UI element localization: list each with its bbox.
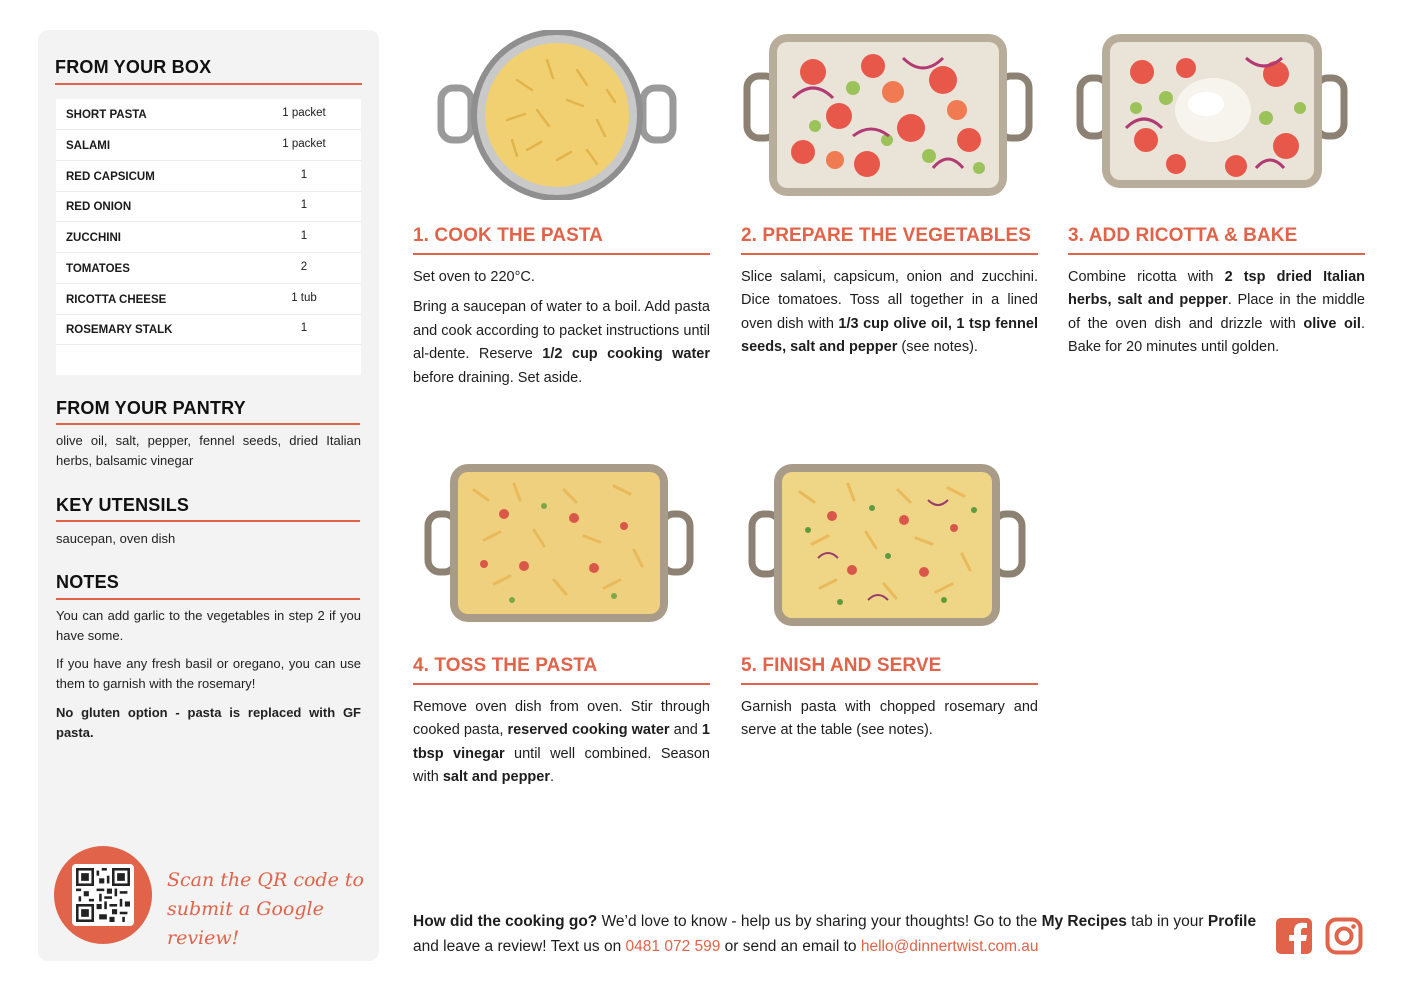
step4-rule bbox=[413, 683, 710, 685]
table-row bbox=[56, 99, 361, 130]
text-span: and leave a review! Text us on bbox=[413, 938, 626, 955]
footer-question: How did the cooking go? bbox=[413, 913, 598, 930]
table-row bbox=[56, 161, 361, 192]
bold-span: olive oil bbox=[1303, 315, 1361, 332]
text-span: We’d love to know - help us by sharing your thoughts! Go to the bbox=[597, 913, 1042, 930]
instagram-icon[interactable] bbox=[1325, 917, 1363, 955]
bold-span: reserved cooking water bbox=[507, 722, 670, 739]
ingredient-name: TOMATOES bbox=[66, 263, 130, 275]
text-span: until well combined. Season with bbox=[413, 745, 710, 786]
pantry-text: olive oil, salt, pepper, fennel seeds, dried Italian herbs, balsamic vinegar bbox=[56, 433, 361, 468]
utensils-text: saucepan, oven dish bbox=[56, 531, 176, 546]
step1-photo-saucepan bbox=[437, 30, 677, 200]
text-span: . Place in the middle of the oven dish and drizzle with bbox=[1068, 292, 1365, 332]
pantry-title-rule bbox=[56, 423, 360, 425]
bold-span: salt and pepper bbox=[442, 769, 550, 786]
text-span: Slice salami, capsicum, onion and zucchini. Dice tomatoes. Toss all together in a lined oven dish with bbox=[741, 269, 1038, 332]
table-row bbox=[56, 314, 361, 345]
step3-photo-ricotta bbox=[1076, 28, 1348, 194]
ingredient-qty: 1 bbox=[300, 199, 308, 211]
text-span: Combine ricotta with bbox=[1068, 269, 1225, 285]
ingredient-name: ROSEMARY STALK bbox=[66, 324, 173, 336]
text-span: tab in your bbox=[1126, 913, 1208, 930]
step5-text: Garnish pasta with chopped rosemary and serve at the table (see notes). bbox=[741, 699, 1038, 739]
profile-label: Profile bbox=[1207, 913, 1257, 930]
ingredient-name: RED ONION bbox=[66, 201, 132, 213]
qr-caption-line2: submit a Google review! bbox=[167, 898, 324, 949]
notes-title-rule bbox=[56, 598, 360, 600]
step5-body bbox=[741, 696, 1038, 750]
ingredient-qty: 1 tub bbox=[291, 292, 317, 304]
step4-text bbox=[413, 696, 710, 790]
table-row bbox=[56, 130, 361, 161]
utensils-title-rule bbox=[56, 520, 360, 522]
text-span: . bbox=[550, 769, 555, 786]
step4-body bbox=[413, 696, 710, 797]
qr-badge[interactable] bbox=[54, 846, 152, 944]
feedback-footer bbox=[413, 909, 1263, 959]
text-span: and bbox=[669, 722, 702, 739]
text-span: Remove oven dish from oven. Stir through cooked pasta, bbox=[413, 699, 710, 739]
table-row bbox=[56, 284, 361, 315]
step2-body bbox=[741, 266, 1038, 367]
text-span: or send an email to bbox=[720, 938, 861, 955]
ingredient-qty: 2 bbox=[300, 261, 308, 273]
qr-caption bbox=[167, 866, 367, 953]
note-gluten: No gluten option - pasta is replaced with GF pasta. bbox=[56, 705, 361, 740]
table-row bbox=[56, 222, 361, 253]
step5-rule bbox=[741, 683, 1038, 685]
email-link[interactable]: hello@dinnertwist.com.au bbox=[860, 938, 1039, 955]
text-span: before draining. Set aside. bbox=[413, 369, 583, 386]
facebook-icon[interactable] bbox=[1275, 917, 1313, 955]
ingredient-qty: 1 bbox=[300, 169, 308, 181]
step3-rule bbox=[1068, 253, 1365, 255]
qr-code-icon[interactable] bbox=[72, 864, 134, 926]
ingredient-qty: 1 bbox=[300, 230, 308, 242]
step1-body bbox=[413, 266, 710, 397]
note-garlic: You can add garlic to the vegetables in step 2 if you have some. bbox=[56, 608, 361, 643]
ingredient-name: SALAMI bbox=[66, 140, 111, 152]
utensils-title: KEY UTENSILS bbox=[56, 495, 190, 515]
phone-link[interactable]: 0481 072 599 bbox=[625, 938, 721, 955]
ingredient-name: ZUCCHINI bbox=[66, 232, 121, 244]
table-row bbox=[56, 253, 361, 284]
step1-rule bbox=[413, 253, 710, 255]
qr-caption-line1: Scan the QR code to bbox=[167, 869, 364, 891]
text-span: . Bake for 20 minutes until golden. bbox=[1068, 315, 1365, 356]
text-span: Bring a saucepan of water to a boil. Add pasta and cook according to packet instructions until al-dente. Reserve bbox=[413, 299, 710, 363]
ingredients-table bbox=[56, 99, 361, 375]
step2-photo-vegetables bbox=[743, 28, 1033, 200]
ingredient-qty: 1 bbox=[300, 322, 308, 334]
step1-oven-text: Set oven to 220°C. bbox=[413, 269, 535, 285]
text-span: (see notes). bbox=[897, 339, 978, 356]
step2-rule bbox=[741, 253, 1038, 255]
step4-title: 4. TOSS THE PASTA bbox=[413, 655, 598, 676]
step3-body bbox=[1068, 266, 1365, 367]
ingredient-name: SHORT PASTA bbox=[66, 109, 147, 121]
bold-span: 1/3 cup olive oil, 1 tsp fennel seeds, salt and pepper bbox=[741, 315, 1038, 356]
ingredient-qty: 1 packet bbox=[282, 107, 326, 119]
ingredient-name: RED CAPSICUM bbox=[66, 171, 155, 183]
step5-photo-finished-dish bbox=[748, 460, 1026, 630]
step2-text bbox=[741, 266, 1038, 360]
step1-title: 1. COOK THE PASTA bbox=[413, 225, 603, 246]
note-basil: If you have any fresh basil or oregano, you can use them to garnish with the rosemary! bbox=[56, 656, 361, 691]
pantry-title: FROM YOUR PANTRY bbox=[56, 398, 246, 418]
notes-title: NOTES bbox=[56, 572, 120, 592]
step1-pasta-text bbox=[413, 296, 710, 390]
step5-title: 5. FINISH AND SERVE bbox=[741, 655, 942, 676]
table-row bbox=[56, 191, 361, 222]
ingredient-name: RICOTTA CHEESE bbox=[66, 294, 167, 306]
step4-photo-tossed-pasta bbox=[424, 460, 694, 626]
step3-title: 3. ADD RICOTTA & BAKE bbox=[1068, 225, 1298, 246]
bold-span: 2 tsp dried Italian herbs, salt and pepper bbox=[1068, 269, 1366, 309]
box-title-rule bbox=[55, 83, 362, 85]
bold-span: 1 tbsp vinegar bbox=[413, 722, 710, 762]
step2-title: 2. PREPARE THE VEGETABLES bbox=[741, 225, 1032, 246]
box-title: FROM YOUR BOX bbox=[55, 57, 212, 77]
my-recipes-label: My Recipes bbox=[1041, 913, 1127, 930]
step3-text bbox=[1068, 266, 1365, 360]
bold-span: 1/2 cup cooking water bbox=[542, 346, 710, 363]
ingredient-qty: 1 packet bbox=[282, 138, 326, 150]
